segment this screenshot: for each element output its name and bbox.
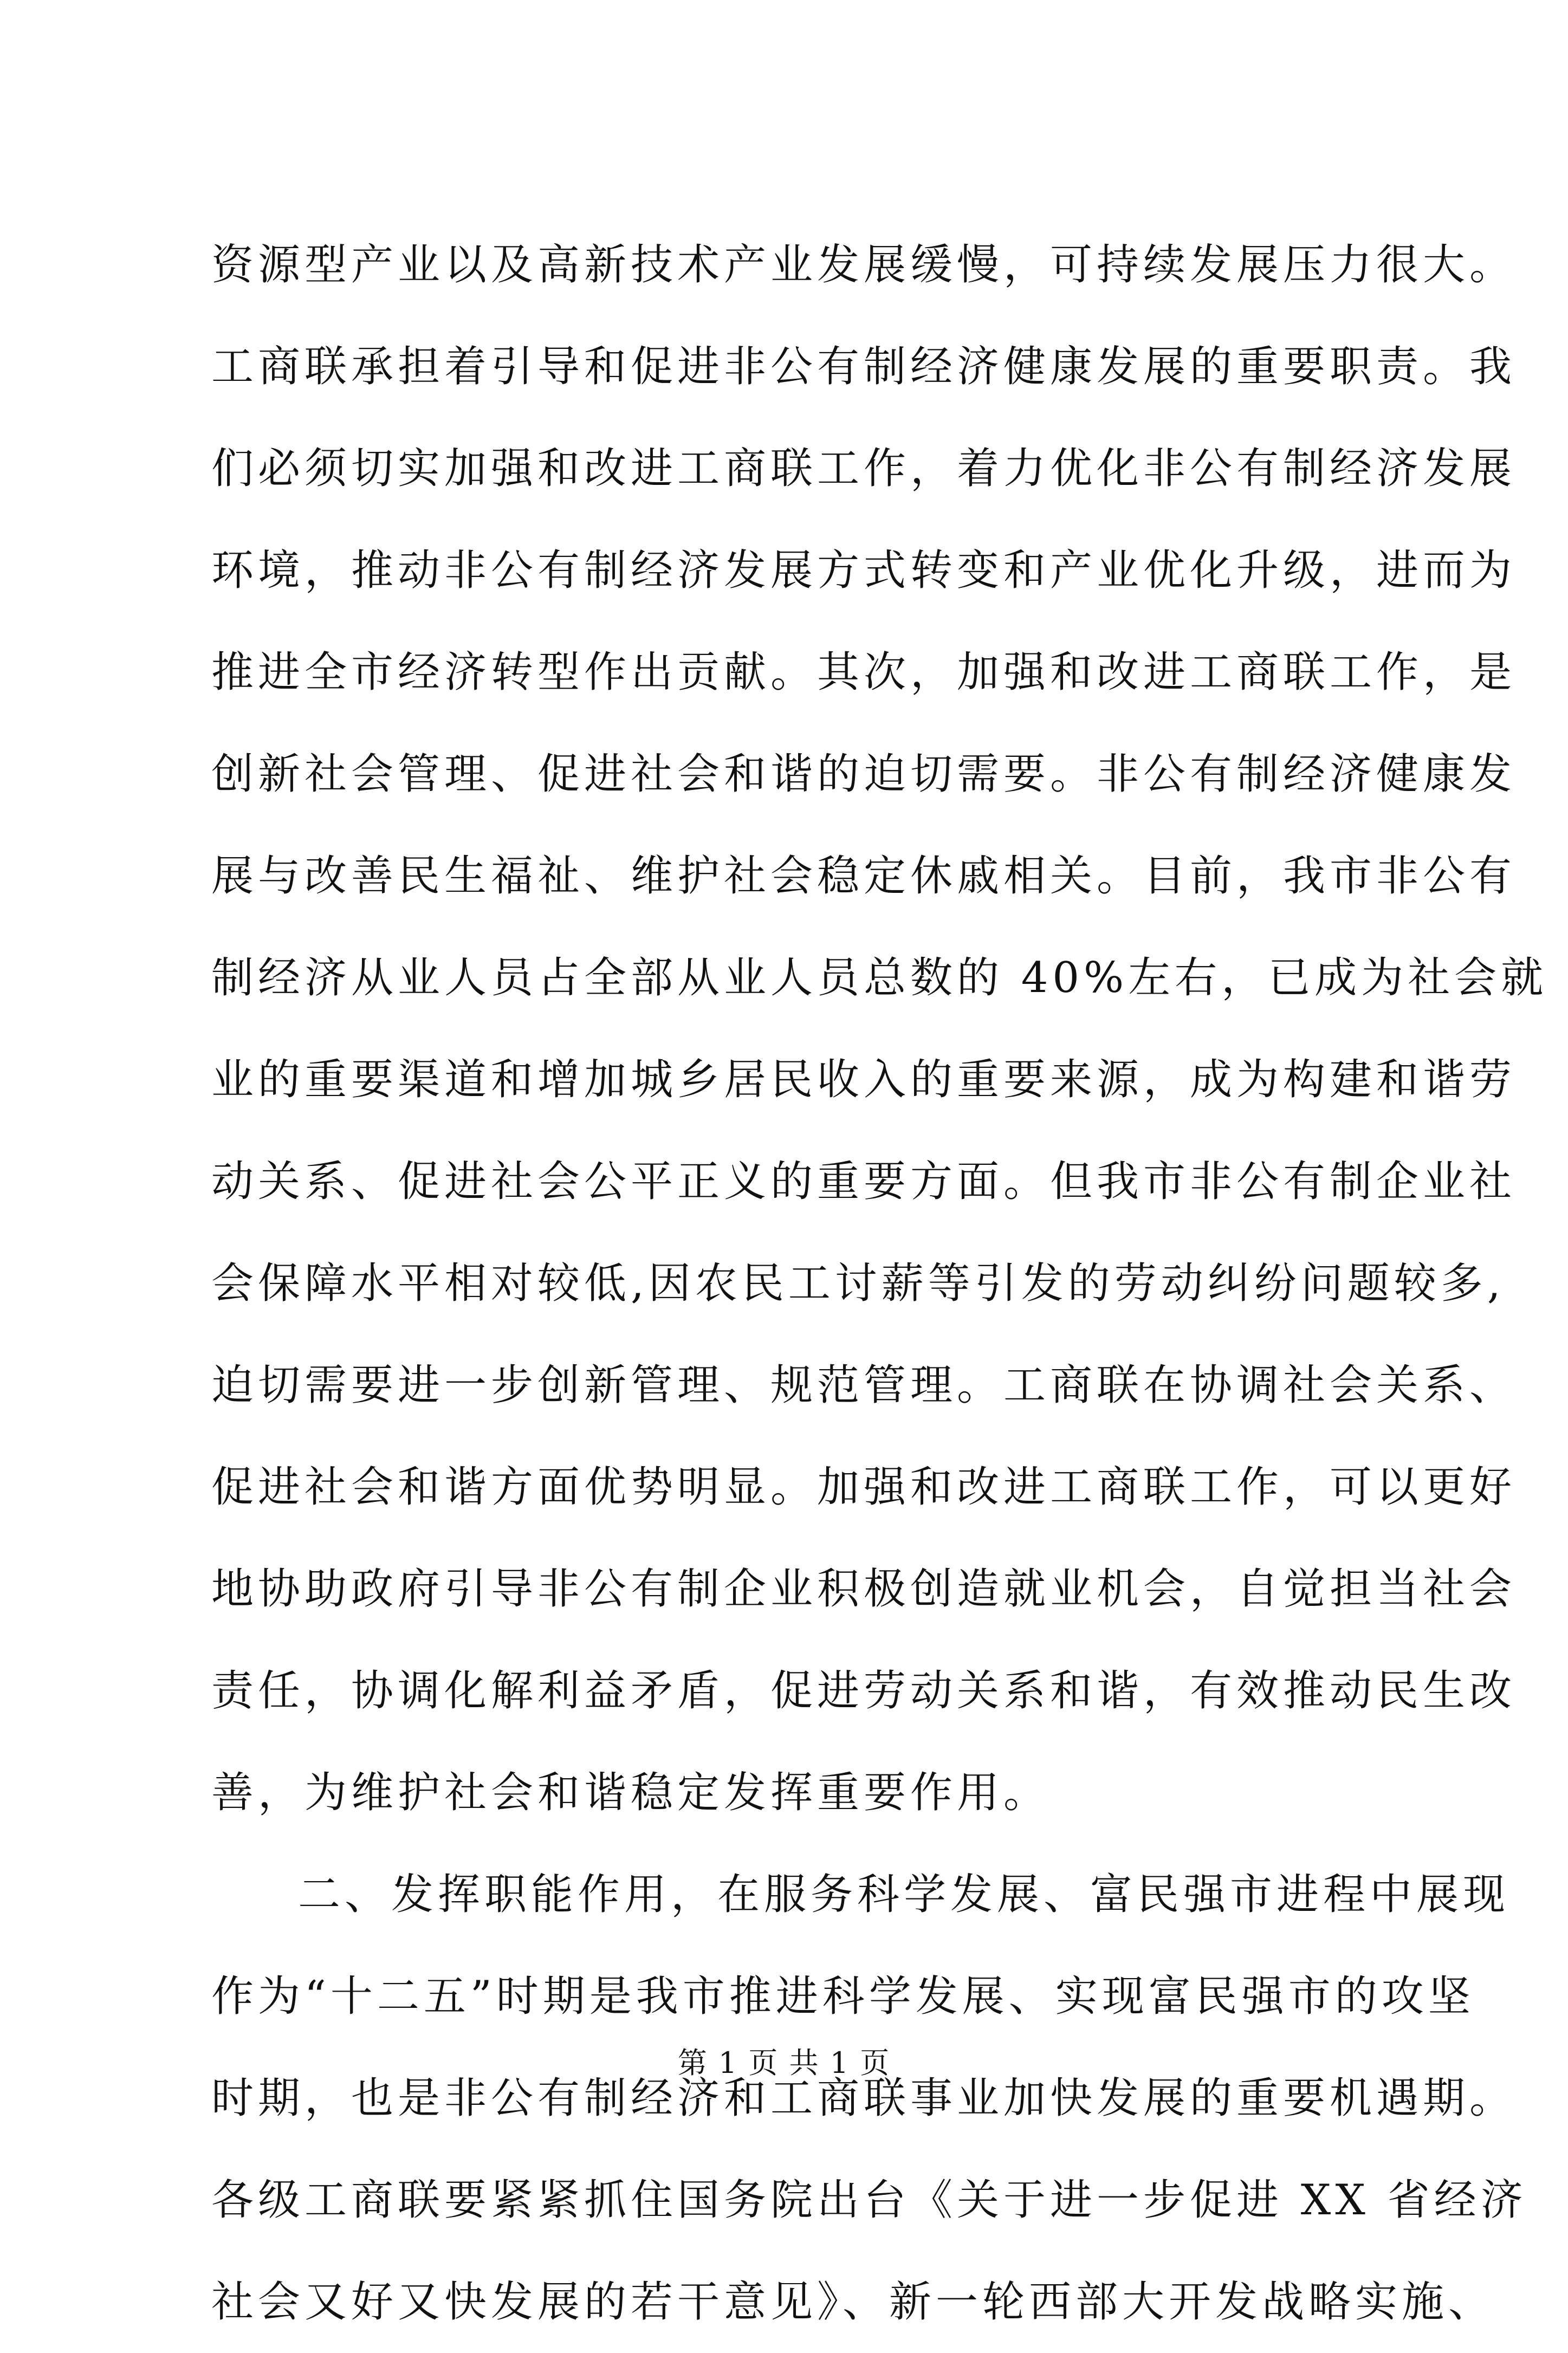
text-line-3: 们必须切实加强和改进工商联工作，着力优化非公有制经济发展 [211, 444, 1517, 493]
text-line-1: 资源型产业以及高新技术产业发展缓慢，可持续发展压力很大。 [211, 241, 1517, 289]
text-line-13: 促进社会和谐方面优势明显。加强和改进工商联工作，可以更好 [211, 1463, 1517, 1512]
text-line-7: 展与改善民生福祉、维护社会稳定休戚相关。目前，我市非公有 [211, 852, 1517, 900]
text-line-2: 工商联承担着引导和促进非公有制经济健康发展的重要职责。我 [211, 342, 1517, 391]
text-line-6: 创新社会管理、促进社会和谐的迫切需要。非公有制经济健康发 [211, 750, 1517, 799]
text-line-14: 地协助政府引导非公有制企业积极创造就业机会，自觉担当社会 [211, 1565, 1517, 1613]
text-line-15: 责任，协调化解利益矛盾，促进劳动关系和谐，有效推动民生改 [211, 1667, 1517, 1715]
text-line-12: 迫切需要进一步创新管理、规范管理。工商联在协调社会关系、 [211, 1361, 1517, 1410]
section-heading-line: 二、发挥职能作用，在服务科学发展、富民强市进程中展现 [298, 1870, 1510, 1919]
text-line-11: 会保障水平相对较低,因农民工讨薪等引发的劳动纠纷问题较多, [211, 1259, 1505, 1308]
text-line-8: 制经济从业人员占全部从业人员总数的 40%左右，已成为社会就 [211, 954, 1548, 1002]
text-line-21: 社会又好又快发展的若干意见》、新一轮西部大开发战略实施、 [211, 2278, 1495, 2326]
document-body [211, 214, 1548, 2353]
text-line-19: 时期，也是非公有制经济和工商联事业加快发展的重要机遇期。 [211, 2074, 1517, 2123]
text-line-4: 环境，推动非公有制经济发展方式转变和产业优化升级，进而为 [211, 546, 1517, 595]
text-line-10: 动关系、促进社会公平正义的重要方面。但我市非公有制企业社 [211, 1157, 1517, 1206]
text-line-18: 作为“十二五”时期是我市推进科学发展、实现富民强市的攻坚 [211, 1972, 1475, 2021]
text-line-9: 业的重要渠道和增加城乡居民收入的重要来源，成为构建和谐劳 [211, 1055, 1517, 1104]
text-line-5: 推进全市经济转型作出贡献。其次，加强和改进工商联工作，是 [211, 648, 1517, 697]
text-line-16: 善，为维护社会和谐稳定发挥重要作用。 [211, 1768, 1051, 1817]
text-line-20: 各级工商联要紧紧抓住国务院出台《关于进一步促进 XX 省经济 [211, 2176, 1527, 2225]
page-footer: 第 1 页 共 1 页 [677, 2046, 891, 2080]
